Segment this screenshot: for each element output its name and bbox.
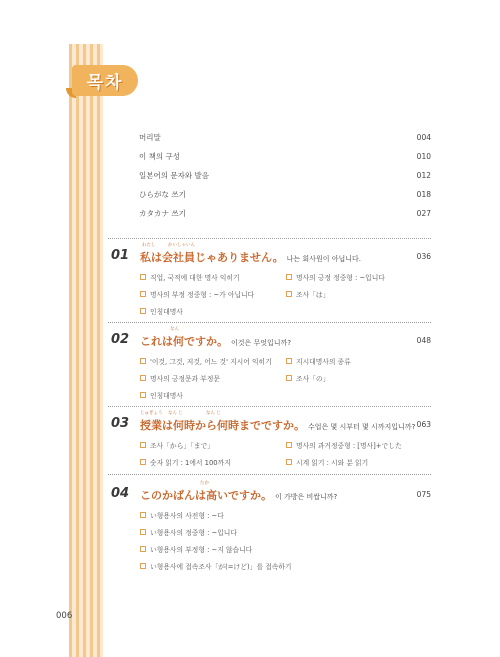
list-item [140,436,286,453]
front-matter-row[interactable] [139,128,431,147]
list-item [286,285,426,302]
chapter-subtitle: 수업은 몇 시부터 몇 시까지입니까? [308,423,416,431]
page-title: 목차 [86,73,124,93]
chapter-title-line [140,417,415,433]
chapter-subtitle: 나는 회사원이 아닙니다. [286,255,361,263]
checkbox-icon [140,392,146,398]
list-item [286,369,426,386]
front-matter-row[interactable] [139,147,431,166]
divider [108,474,431,475]
list-item [140,268,286,285]
list-item-label: い형용사의 정중형 : ~입니다 [150,528,237,537]
checkbox-icon [140,459,146,465]
checkbox-icon [140,375,146,381]
chapter-subtitle: 이것은 무엇입니까? [231,339,292,347]
checkbox-icon [286,291,292,297]
checkbox-icon [140,512,146,518]
list-item-label: 명사의 긍정문과 부정문 [150,374,220,383]
chapter-number: 01 [111,248,130,263]
chapter-title: 私は会社員じゃありません。 [140,251,284,264]
chapter-title-line [140,333,291,349]
furigana: なん じ [206,411,221,416]
divider [108,238,431,239]
chapter-02 [111,327,431,403]
front-matter-page: 010 [416,152,431,161]
list-item [286,352,426,369]
checkbox-icon [286,442,292,448]
divider [108,322,431,323]
front-matter-label: 일본어의 문자와 발음 [139,171,209,180]
checkbox-icon [286,459,292,465]
furigana: なん [170,327,179,332]
front-matter-label: 이 책의 구성 [139,152,180,161]
checkbox-icon [140,546,146,552]
list-item-label: 명사의 과거정중형 : [명사]+でした [296,441,402,450]
furigana: たか [200,481,209,486]
front-matter-label: 머리말 [139,133,161,142]
chapter-page: 075 [416,490,431,499]
list-item [140,302,286,319]
checkbox-icon [140,308,146,314]
chapter-subtitle: 이 가방은 비쌉니까? [275,493,338,501]
list-item [140,285,286,302]
list-item [140,369,286,386]
chapter-heading[interactable] [111,327,431,352]
chapter-number: 03 [111,416,130,431]
list-item-label: 인칭대명사 [150,307,183,316]
chapter-number: 02 [111,332,130,347]
list-item-label: 명사의 긍정 정중형 : ~입니다 [296,273,385,282]
list-item [140,386,286,403]
decorative-stripes [69,44,103,657]
front-matter-list [139,128,431,223]
front-matter-label: ひらがな 쓰기 [139,190,186,199]
list-item-label: '이것, 그것, 저것, 어느 것' 지시어 익히기 [150,357,272,366]
chapter-01 [111,243,431,319]
chapter-title: 授業は何時から何時までですか。 [140,419,305,432]
list-item [140,506,426,523]
checkbox-icon [286,274,292,280]
list-item-label: い형용사의 사전형 : ~다 [150,511,224,520]
list-item [140,557,426,574]
chapter-title: これは何ですか。 [140,335,228,348]
chapter-04 [111,481,431,574]
list-item-label: 조사「の」 [296,374,330,383]
page-number: 006 [56,611,73,621]
list-item-label: い형용사의 부정형 : ~지 않습니다 [150,545,253,554]
list-item [140,540,426,557]
list-item [140,453,286,470]
chapter-title-line [140,249,361,265]
checkbox-icon [140,529,146,535]
chapter-number: 04 [111,486,130,501]
list-item-label: 지시대명사의 종류 [296,357,351,366]
checkbox-icon [286,358,292,364]
chapter-heading[interactable] [111,243,431,268]
chapter-items [140,436,431,470]
list-item-label: 조사「は」 [296,290,330,299]
chapter-page: 048 [416,336,431,345]
checkbox-icon [140,442,146,448]
front-matter-page: 004 [416,133,431,142]
chapter-heading[interactable] [111,481,431,506]
chapter-title-line [140,487,337,503]
chapter-title: このかばんは高いですか。 [140,489,272,502]
furigana: かいしゃいん [168,243,195,248]
front-matter-row[interactable] [139,204,431,223]
chapter-03 [111,411,431,470]
divider [108,406,431,407]
front-matter-row[interactable] [139,185,431,204]
checkbox-icon [140,563,146,569]
furigana: じゅぎょう [140,411,163,416]
list-item-label: 명사의 부정 정중형 : ~가 아닙니다 [150,290,255,299]
list-item [140,352,286,369]
list-item [140,523,426,540]
checkbox-icon [286,375,292,381]
chapter-items [140,506,431,574]
furigana: なん じ [168,411,183,416]
contents-tab [72,65,138,96]
checkbox-icon [140,358,146,364]
list-item-label: 직업, 국적에 대한 명사 익히기 [150,273,240,282]
list-item-label: 숫자 읽기 : 1에서 100까지 [150,458,231,467]
front-matter-page: 027 [416,209,431,218]
checkbox-icon [140,274,146,280]
front-matter-row[interactable] [139,166,431,185]
list-item [286,453,426,470]
list-item [286,436,426,453]
furigana: わたし [142,243,156,248]
list-item-label: 인칭대명사 [150,391,183,400]
list-item [286,268,426,285]
front-matter-label: カタカナ 쓰기 [139,209,186,218]
chapter-heading[interactable] [111,411,431,436]
chapter-page: 036 [416,252,431,261]
checkbox-icon [140,291,146,297]
list-item-label: い형용사에 접속조사「が(=けど)」를 접속하기 [150,562,292,571]
chapter-page: 063 [416,420,431,429]
front-matter-page: 012 [416,171,431,180]
list-item-label: 시계 읽기 : 시와 분 읽기 [296,458,369,467]
list-item-label: 조사「から」「まで」 [150,441,215,450]
chapter-items [140,352,431,403]
chapter-items [140,268,431,319]
front-matter-page: 018 [416,190,431,199]
